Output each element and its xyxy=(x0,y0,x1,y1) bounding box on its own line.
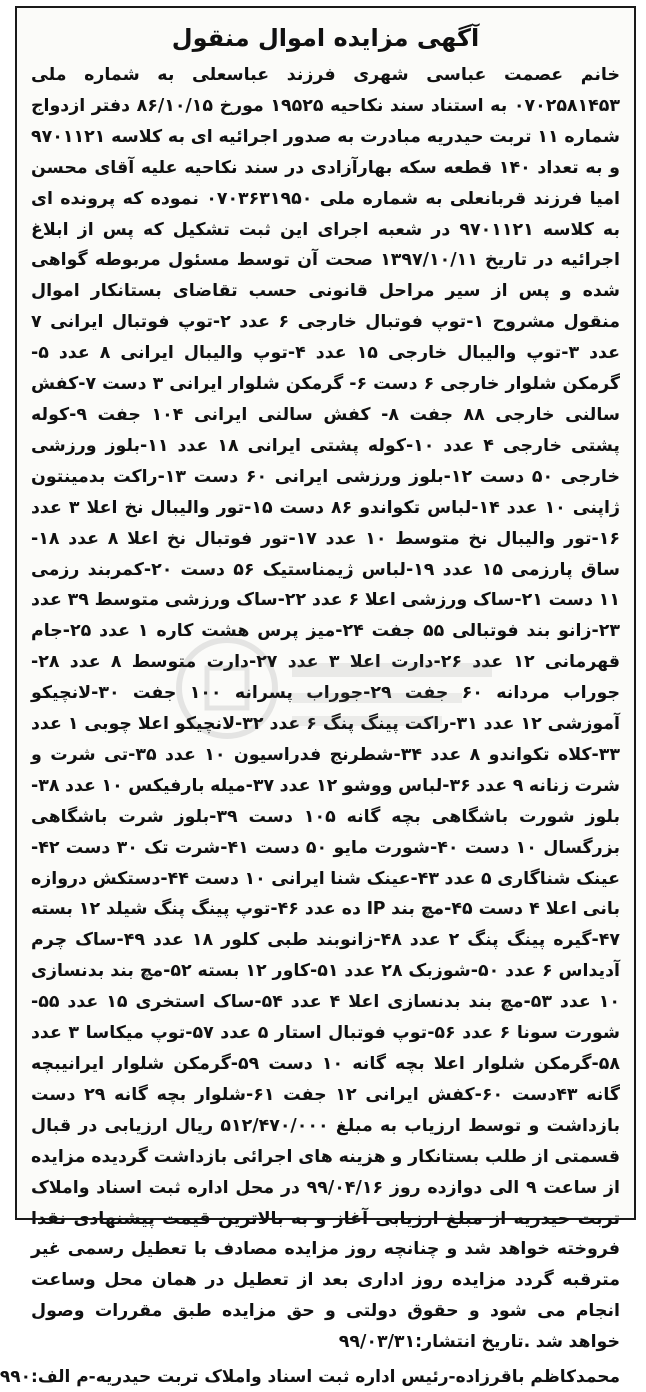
auction-notice xyxy=(0,6,636,1388)
notice-body: خانم عصمت عباسی شهری فرزند عباسعلی به شماره ملی ۰۷۰۲۵۸۱۴۵۳ به استناد سند نکاحیه ۱۹۵۲۵ مورخ ۸۶/۱۰/۱۵ دفتر ازدواج شماره ۱۱ تربت حیدریه مبادرت به صدور اجرائیه ای به کلاسه ۹۷۰۱۱۲۱ و به تعداد ۱۴۰ قطعه سکه بهارآزادی در سند نکاحیه علیه آقای محسن امیا فرزند قربانعلی به شماره ملی ۰۷۰۳۶۳۱۹۵۰ نموده که پرونده ای به کلاسه ۹۷۰۱۱۲۱ در شعبه اجرای این ثبت تشکیل که پس از ابلاغ اجرائیه در تاریخ ۱۳۹۷/۱۰/۱۱ صحت آن توسط مسئول مربوطه گواهی شده و پس از سیر مراحل قانونی حسب تقاضای بستانکار اموال منقول مشروح ۱-توپ فوتبال خارجی ۶ عدد ۲-توپ فوتبال ایرانی ۷ عدد ۳-توپ والیبال خارجی ۱۵ عدد ۴-توپ والیبال ایرانی ۸ عدد ۵-گرمکن شلوار خارجی ۶ دست ۶- گرمکن شلوار ایرانی ۳ دست ۷-کفش سالنی خارجی ۸۸ جفت ۸- کفش سالنی ایرانی ۱۰۴ جفت ۹-کوله پشتی خارجی ۴ عدد ۱۰-کوله پشتی ایرانی ۱۸ عدد ۱۱-بلوز ورزشی خارجی ۵۰ دست ۱۲-بلوز ورزشی ایرانی ۶۰ دست ۱۳-راکت بدمینتون ژاپنی ۱۰ عدد ۱۴-لباس تکواندو ۸۶ دست ۱۵-تور والیبال نخ اعلا ۳ عدد ۱۶-تور والیبال نخ متوسط ۱۰ عدد ۱۷-تور فوتبال نخ اعلا ۸ عدد ۱۸-ساق پارزمی ۱۵ عدد ۱۹-لباس ژیمناستیک ۵۶ دست ۲۰-کمربند رزمی ۱۱ دست ۲۱-ساک ورزشی اعلا ۶ عدد ۲۲-ساک ورزشی متوسط ۳۹ عدد ۲۳-زانو بند فوتبالی ۵۵ جفت ۲۴-میز پرس هشت کاره ۱ عدد ۲۵-جام قهرمانی ۱۲ عدد ۲۶-دارت اعلا ۳ عدد ۲۷-دارت متوسط ۸ عدد ۲۸-جوراب مردانه ۶۰ جفت ۲۹-جوراب پسرانه ۱۰۰ جفت ۳۰-لانچیکو آموزشی ۱۲ عدد ۳۱-راکت پینگ پنگ ۶ عدد ۳۲-لانچیکو اعلا چوبی ۱ عدد ۳۳-کلاه تکواندو ۸ عدد ۳۴-شطرنج فدراسیون ۱۰ عدد ۳۵-تی شرت و شرت زنانه ۹ عدد ۳۶-لباس ووشو ۱۲ عدد ۳۷-میله بارفیکس ۱۰ عدد ۳۸-بلوز شورت باشگاهی بچه گانه ۱۰۵ دست ۳۹-بلوز شرت باشگاهی بزرگسال ۱۰ دست ۴۰-شورت مایو ۵۰ دست ۴۱-شرت تک ۳۰ دست ۴۲-عینک شناگاری ۵ عدد ۴۳-عینک شنا ایرانی ۱۰ دست ۴۴-دستکش دروازه بانی اعلا ۴ دست ۴۵-مچ بند IP ده عدد ۴۶-توپ پینگ پنگ شیلد ۱۲ بسته ۴۷-گیره پینگ پنگ ۲ عدد ۴۸-زانوبند طبی کلور ۱۸ عدد ۴۹-ساک چرم آدیداس ۶ عدد ۵۰-شوزبک ۲۸ عدد ۵۱-کاور ۱۲ بسته ۵۲-مچ بند بدنسازی ۱۰ عدد ۵۳-مچ بند بدنسازی اعلا ۴ عدد ۵۴-ساک استخری ۱۵ عدد ۵۵-شورت سونا ۶ عدد ۵۶-توپ فوتبال استار ۵ عدد ۵۷-توپ میکاسا ۳ عدد ۵۸-گرمکن شلوار اعلا بچه گانه ۱۰ دست ۵۹-گرمکن شلوار ایرانیبچه گانه ۴۳دست ۶۰-کفش ایرانی ۱۲ جفت ۶۱-شلوار بچه گانه ۲۹ دست بازداشت و توسط ارزیاب به مبلغ ۵۱۲/۴۷۰/۰۰۰ ریال ارزیابی در قبال قسمتی از طلب بستانکار و هزینه های اجرائی بازداشت گردیده مزایده از ساعت ۹ الی دوازده روز ۹۹/۰۴/۱۶ در محل اداره ثبت اسناد واملاک تربت حیدریه از مبلغ ارزیابی آغاز و به بالاترین قیمت پیشنهادی نقدا فروخته خواهد شد و چنانچه روز مزایده مصادف با تعطیل رسمی غیر مترقبه گردد مزایده روز اداری بعد از تعطیل در همان محل وساعت انجام می شود و حقوق دولتی و حق مزایده طبق مقررات وصول خواهد شد .تاریخ انتشار:۹۹/۰۳/۳۱ xyxy=(31,65,621,1353)
notice-signature: محمدکاظم باقرزاده-رئیس اداره ثبت اسناد واملاک تربت حیدریه-م الف:۹۹۰ xyxy=(0,1367,620,1388)
notice-title: آگهی مزایده اموال منقول xyxy=(171,24,480,52)
